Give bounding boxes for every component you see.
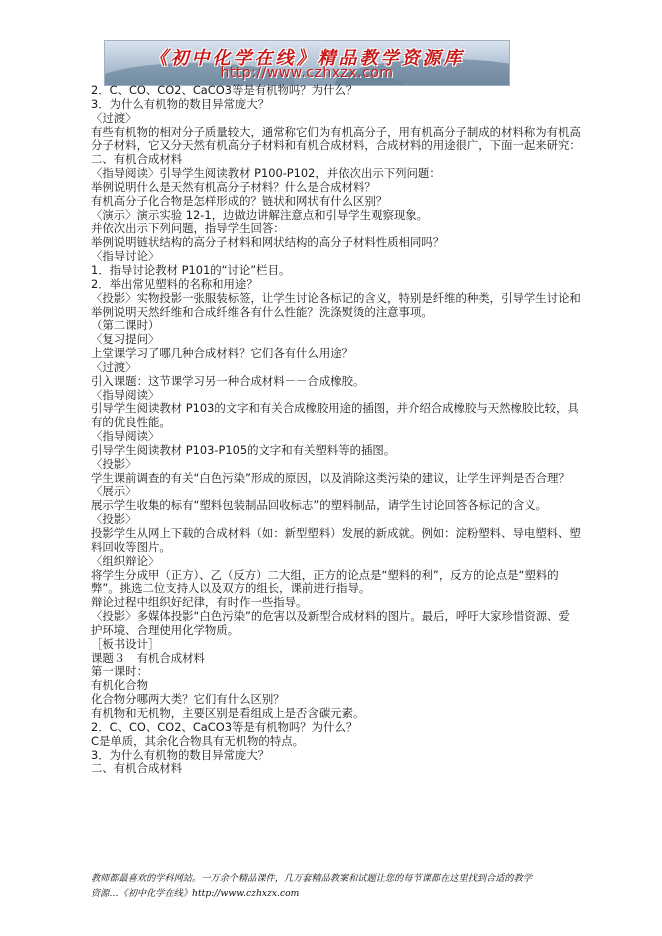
text-line: 引导学生阅读教材 P103的文字和有关合成橡胶用途的插图，并介绍合成橡胶与天然橡胶比较，具有的优良性能。 — [91, 402, 579, 430]
text-line: 展示学生收集的标有“塑料包装制品回收标志”的塑料制品，请学生讨论回答各标记的含义。 — [91, 499, 548, 513]
text-line: 有机化合物 — [91, 679, 148, 693]
text-line: 并依次出示下列问题，指导学生回答： — [91, 222, 285, 236]
text-line: 举例说明什么是天然有机高分子材料？什么是合成材料？ — [91, 180, 376, 194]
text-line: 引导学生阅读教材 P103-P105的文字和有关塑料等的插图。 — [91, 443, 396, 457]
text-line: 〈指导阅读〉 — [91, 430, 160, 444]
text-line: 〈复习提问〉 — [91, 333, 160, 347]
text-line: 课题３ 有机合成材料 — [91, 651, 205, 665]
text-line: 第一课时： — [91, 665, 148, 679]
banner-url[interactable]: http://www.czhxzx.com — [220, 65, 394, 81]
text-line: 〈指导阅读〉引导学生阅读教材 P100-P102，并依次出示下列问题： — [91, 167, 441, 181]
text-line: 学生课前调查的有关“白色污染”形成的原因，以及消除这类污染的建议，让学生评判是否合理？ — [91, 471, 570, 485]
text-line: 〈过渡〉 — [91, 111, 137, 125]
footer-line: 教师都最喜欢的学科网站。一万余个精品课件，几万套精品教案和试题让您的每节课都在这里找到合适的教学 — [91, 873, 532, 884]
text-line: ［板书设计］ — [91, 637, 160, 651]
text-line: 〈展示〉 — [91, 485, 137, 499]
text-line: 化合物分哪两大类？它们有什么区别？ — [91, 693, 285, 707]
text-line: 3．为什么有机物的数目异常庞大？ — [91, 748, 270, 762]
text-line: 〈投影〉 — [91, 513, 137, 527]
header-banner — [104, 40, 510, 86]
text-line: 1．指导讨论教材 P101的“讨论”栏目。 — [91, 263, 291, 277]
text-line: 〈指导讨论〉 — [91, 250, 160, 264]
text-line: （第二课时） — [91, 319, 160, 333]
text-line: 〈投影〉多媒体投影“白色污染”的危害以及新型合成材料的图片。最后，呼吁大家珍惜资源、爱护环境、合理使用化学物质。 — [91, 610, 570, 637]
text-line: 〈投影〉 — [91, 457, 137, 471]
banner-title: 《初中化学在线》精品教学资源库 — [149, 48, 465, 69]
text-line: 2．C、CO、CO2、CaCO3等是有机物吗？为什么？ — [91, 720, 358, 734]
text-line: 上堂课学习了哪几种合成材料？它们各有什么用途？ — [91, 347, 353, 361]
text-line: 引入课题：这节课学习另一种合成材料－－合成橡胶。 — [91, 374, 365, 388]
text-line: 〈投影〉实物投影一张服装标签，让学生讨论各标记的含义，特别是纤维的种类，引导学生讨论和举例说明天然纤维和合成纤维各有什么性能？洗涤熨烫的注意事项。 — [91, 291, 581, 319]
text-line: 〈演示〉演示实验 12-1，边做边讲解注意点和引导学生观察现象。 — [91, 208, 429, 222]
text-line: 〈组织辩论〉 — [91, 554, 160, 568]
text-line: 〈过渡〉 — [91, 360, 137, 374]
text-line: 〈指导阅读〉 — [91, 388, 160, 402]
text-line: 辩论过程中组织好纪律，有时作一些指导。 — [91, 596, 308, 610]
footer-line[interactable]: 资源…《初中化学在线》http://www.czhxzx.com — [91, 888, 300, 899]
text-line: 举例说明链状结构的高分子材料和网状结构的高分子材料性质相同吗？ — [91, 236, 445, 250]
text-line: 有机物和无机物，主要区别是看组成上是否含碳元素。 — [91, 706, 365, 720]
text-line: 2．举出常见塑料的名称和用途？ — [91, 277, 258, 291]
document-body — [91, 84, 581, 776]
text-line: 3．为什么有机物的数目异常庞大？ — [91, 97, 270, 111]
text-line: 有机高分子化合物是怎样形成的？链状和网状有什么区别？ — [91, 194, 388, 208]
text-line: 2．C、CO、CO2、CaCO3等是有机物吗？为什么？ — [91, 84, 358, 97]
text-line: C是单质，其余化合物具有无机物的特点。 — [91, 734, 304, 748]
text-line: 二、有机合成材料 — [91, 762, 183, 776]
text-line: 将学生分成甲（正方）、乙（反方）二大组，正方的论点是“塑料的利”，反方的论点是“塑料的弊”。挑选二位支持人以及双方的组长，课前进行指导。 — [91, 568, 559, 596]
page-footer — [91, 871, 586, 901]
text-line: 投影学生从网上下载的合成材料（如：新型塑料）发展的新成就。例如：淀粉塑料、导电塑料、塑料回收等图片。 — [91, 527, 581, 554]
text-line: 有些有机物的相对分子质量较大，通常称它们为有机高分子，用有机高分子制成的材料称为有机高分子材料，它又分天然有机高分子材料和有机合成材料，合成材料的用途很广，下面一起来研究：二、有机合成材料 — [91, 125, 581, 167]
